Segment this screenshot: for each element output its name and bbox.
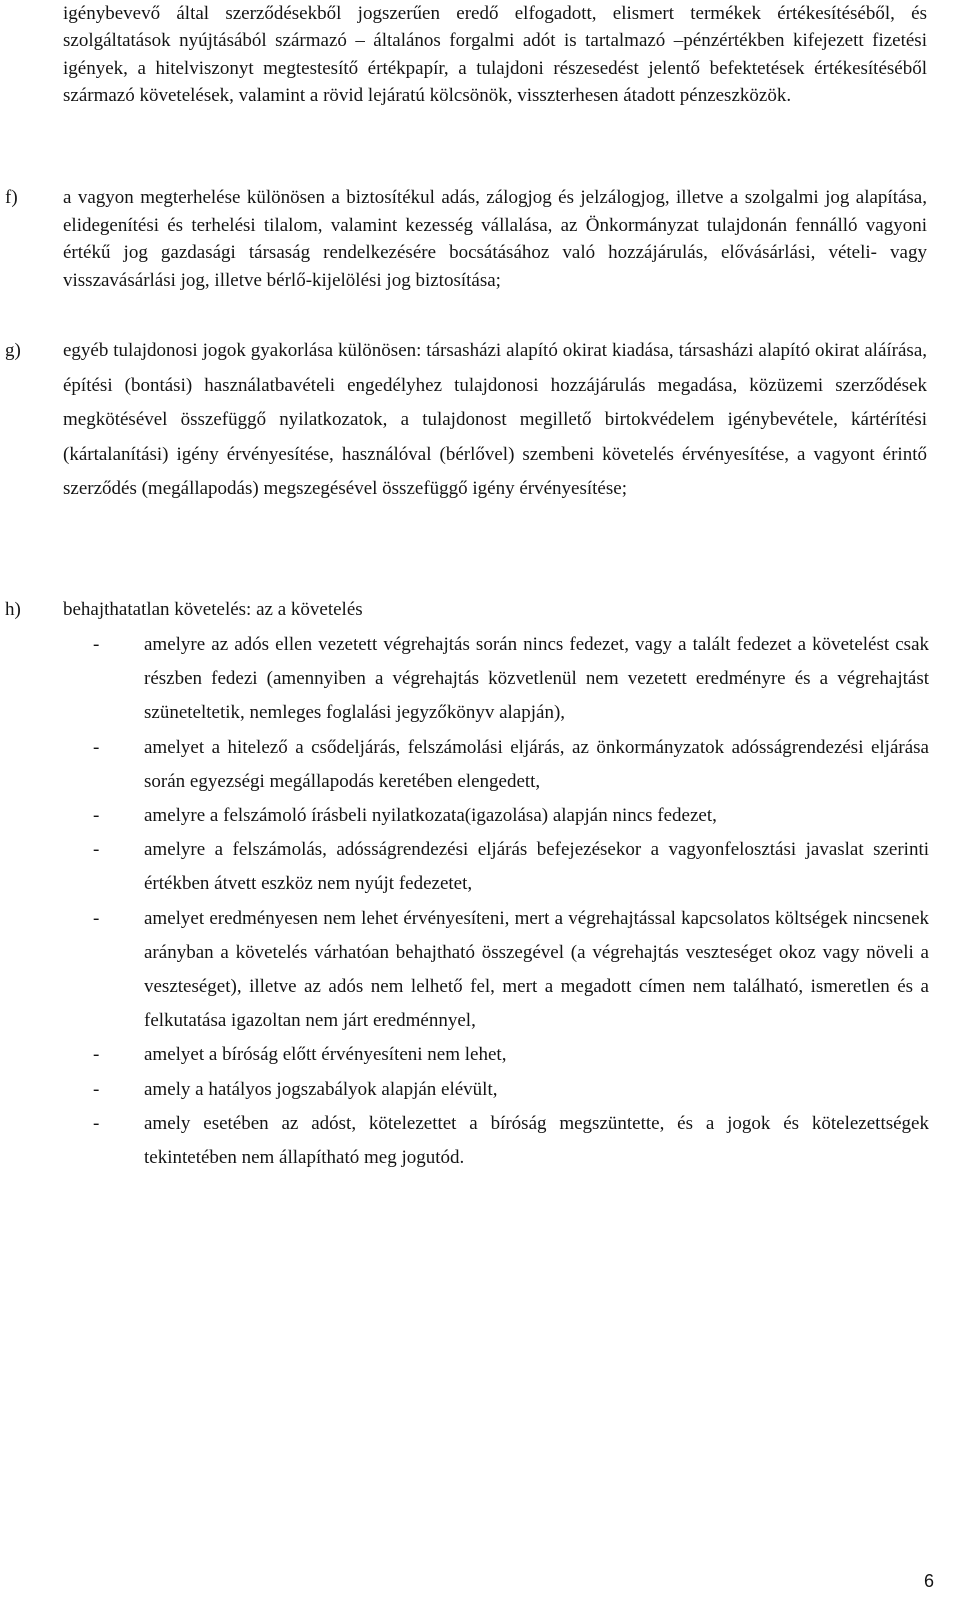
bullet-text: amelyre az adós ellen vezetett végrehajtás során nincs fedezet, vagy a talált fedezet a követelést csak részben fedezi (amennyiben a végrehajtás közvetlenül nem vezetett eredményre és a végrehajtást szüneteltetik, nemleges foglalási jegyzőkönyv alapján), (144, 634, 929, 724)
bullet-text: amely esetében az adóst, kötelezettet a bíróság megszüntette, és a jogok és kötelezettségek tekintetében nem állapítható meg jogutód. (144, 1112, 929, 1169)
bullet-dash: - (93, 1078, 100, 1100)
bullet-text: amely a hatályos jogszabályok alapján elévült, (144, 1078, 498, 1100)
bullet-text: amelyet eredményesen nem lehet érvényesíteni, mert a végrehajtással kapcsolatos költségek nincsenek arányban a követelés várhatóan behajtható összegével (a végrehajtás veszteséget okoz vagy növeli a veszteséget), illetve az adós nem lelhető fel, mert a megadott címen nem található, ismeretlen és a felkutatása igazoltan nem járt eredménnyel, (144, 907, 929, 1032)
bullet-item (63, 799, 929, 833)
bullet-item (63, 628, 929, 731)
bullet-list (63, 628, 929, 1175)
bullet-item (63, 902, 929, 1039)
bullet-item (63, 1073, 929, 1107)
bullet-dash: - (93, 805, 100, 827)
item-text: egyéb tulajdonosi jogok gyakorlása különösen: társasházi alapító okirat kiadása, társasházi alapító okirat aláírása, építési (bontási) használatbavételi engedélyhez tulajdonosi hozzájárulás megadása, közüzemi szerződések megkötésével összefüggő nyilatkozatok, a tulajdonost megillető birtokvédelem igénybevétele, kártérítési (kártalanítási) igény érvényesítése, használóval (bérlővel) szembeni követelés érvényesítése, a vagyont érintő szerződés (megállapodás) megszegésével összefüggő igény érvényesítése; (63, 340, 927, 500)
bullet-text: amelyre a felszámolás, adósságrendezési eljárás befejezésekor a vagyonfelosztási javaslat szerinti értékben átvett eszköz nem nyújt fedezetet, (144, 839, 929, 895)
item-text: a vagyon megterhelése különösen a biztosítékul adás, zálogjog és jelzálogjog, illetve a szolgalmi jog alapítása, elidegenítési és terhelési tilalom, valamint kezesség vállalása, az Önkormányzat tulajdonán fennálló vagyoni értékű jog gazdasági társaság rendelkezésére bocsátásához való hozzájárulás, elővásárlási, vételi- vagy visszavásárlási jog, illetve bérlő-kijelölési jog biztosítása; (63, 187, 927, 291)
item-text: behajthatatlan követelés: az a követelés (63, 599, 363, 620)
bullet-dash: - (93, 907, 100, 929)
bullet-dash: - (93, 1044, 100, 1066)
bullet-item (63, 1107, 929, 1175)
continuation-paragraph: igénybevevő által szerződésekből jogszerűen eredő elfogadott, elismert termékek értékesítéséből, és szolgáltatások nyújtásából származó – általános forgalmi adót is tartalmazó –pénzértékben kifejezett fizetési igények, a hitelviszonyt megtestesítő értékpapír, a tulajdoni részesedést jelentő befektetések értékesítéséből származó követelések, valamint a rövid lejáratú kölcsönök, visszterhesen átadott pénzeszközök. (63, 3, 927, 107)
page-number: 6 (923, 1571, 934, 1591)
bullet-dash: - (93, 1112, 100, 1134)
bullet-dash: - (93, 736, 100, 758)
bullet-dash: - (93, 839, 100, 861)
bullet-text: amelyre a felszámoló írásbeli nyilatkozata(igazolása) alapján nincs fedezet, (144, 805, 717, 827)
bullet-item (63, 1038, 929, 1072)
bullet-item (63, 731, 929, 799)
item-label: g) (5, 340, 21, 361)
bullet-text: amelyet a bíróság előtt érvényesíteni nem lehet, (144, 1044, 507, 1066)
bullet-text: amelyet a hitelező a csődeljárás, felszámolási eljárás, az önkormányzatok adósságrendezési eljárása során egyezségi megállapodás keretében elengedett, (144, 736, 929, 792)
bullet-dash: - (93, 634, 100, 655)
item-label: h) (5, 599, 21, 620)
item-label: f) (5, 187, 18, 208)
bullet-item (63, 833, 929, 901)
